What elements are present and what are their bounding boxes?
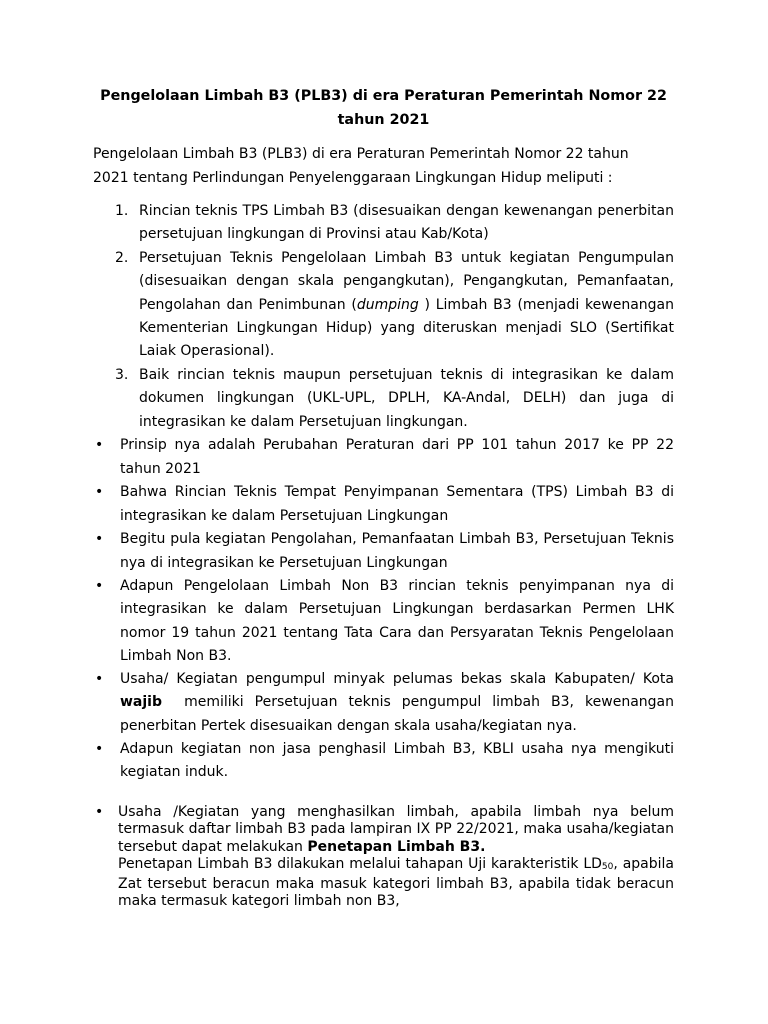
bullet-dot: • — [95, 531, 104, 547]
bullet-dot: • — [95, 578, 104, 594]
numbered-item-3 — [93, 364, 674, 434]
final-para-2-text: Penetapan Limbah B3 dilakukan melalui tahapan Uji karakteristik LD — [118, 855, 602, 872]
bullet-item-3 — [93, 528, 674, 575]
final-bullet-section — [93, 804, 674, 911]
bullet-item-2 — [93, 481, 674, 528]
item-text: Baik rincian teknis maupun persetujuan teknis di integrasikan ke dalam dokumen lingkungan (UKL-UPL, DPLH, KA-Andal, DELH) dan juga di integrasikan ke dalam Persetujuan lingkungan. — [139, 366, 674, 430]
bullet-item-5 — [93, 668, 679, 738]
item-text-after: ) Limbah B3 (menjadi kewenangan Kementerian Lingkungan Hidup) yang diteruskan menjadi SLO (Sertifikat Laiak Operasional). — [139, 296, 674, 360]
bullet-dot: • — [95, 741, 104, 758]
bullet-text: Adapun kegiatan non jasa penghasil Limbah B3, KBLI usaha nya mengikuti kegiatan induk. — [120, 741, 674, 781]
bullet-text-before: Usaha/ Kegiatan pengumpul minyak pelumas bekas skala Kabupaten/ Kota — [120, 671, 674, 688]
final-para-2-text-after: , apabila Zat tersebut beracun maka masuk kategori limbah B3, apabila tidak beracun maka termasuk kategori limbah non B3, — [118, 855, 674, 910]
document-title: Pengelolaan Limbah B3 (PLB3) di era Peraturan Pemerintah Nomor 22 tahun 2021 — [100, 88, 667, 128]
intro-line-2: 2021 tentang Perlindungan Penyelenggaraan Lingkungan Hidup meliputi : — [93, 170, 613, 186]
item-number: 3. — [115, 366, 129, 383]
numbered-list — [93, 200, 674, 434]
item-text-italic: dumping — [356, 296, 419, 313]
intro-paragraph — [93, 142, 674, 190]
bullet-dot: • — [95, 804, 104, 820]
bullet-item-4 — [93, 575, 674, 668]
final-para-2-subscript: 50 — [601, 861, 614, 872]
bullet-dot: • — [95, 671, 104, 688]
bullet-item-1 — [93, 434, 674, 481]
intro-line-1: Pengelolaan Limbah B3 (PLB3) di era Peraturan Pemerintah Nomor 22 tahun — [93, 146, 629, 162]
bullet-text: Bahwa Rincian Teknis Tempat Penyimpanan Sementara (TPS) Limbah B3 di integrasikan ke dalam Persetujuan Lingkungan — [120, 484, 674, 524]
final-para-1-text: Usaha /Kegiatan yang menghasilkan limbah, apabila limbah nya belum termasuk daftar limbah B3 pada lampiran IX PP 22/2021, maka usaha/kegiatan tersebut dapat melakukan — [118, 804, 674, 855]
bullet-text: Begitu pula kegiatan Pengolahan, Pemanfaatan Limbah B3, Persetujuan Teknis nya di integrasikan ke Persetujuan Lingkungan — [120, 531, 674, 571]
numbered-item-1 — [93, 200, 674, 247]
item-number: 2. — [115, 249, 129, 266]
item-text: Rincian teknis TPS Limbah B3 (disesuaikan dengan kewenangan penerbitan persetujuan lingkungan di Provinsi atau Kab/Kota) — [139, 203, 674, 243]
final-para-1 — [118, 804, 674, 856]
bullet-dot: • — [95, 437, 104, 453]
bullet-text: Prinsip nya adalah Perubahan Peraturan dari PP 101 tahun 2017 ke PP 22 tahun 2021 — [120, 437, 674, 477]
item-text-before: Persetujuan Teknis Pengelolaan Limbah B3 untuk kegiatan Pengumpulan (disesuaikan dengan skala pengangkutan), Pengangkutan, Pemanfaatan, Pengolahan dan Penimbunan ( — [139, 249, 674, 313]
bullet-dot: • — [95, 484, 104, 500]
final-para-1-bold: Penetapan Limbah B3. — [307, 838, 486, 855]
bullet-text-bold: wajib — [120, 694, 162, 711]
bullet-item-6 — [93, 738, 674, 785]
item-number: 1. — [115, 203, 129, 219]
numbered-item-2 — [93, 247, 674, 364]
bullet-text: Adapun Pengelolaan Limbah Non B3 rincian teknis penyimpanan nya di integrasikan ke dalam Persetujuan Lingkungan berdasarkan Permen LHK nomor 19 tahun 2021 tentang Tata Cara dan Persyaratan Teknis Pengelolaan Limbah Non B3. — [120, 578, 674, 664]
bullet-item-7 — [93, 804, 674, 911]
bullet-list — [93, 434, 679, 785]
bullet-text-after: memiliki Persetujuan teknis pengumpul limbah B3, kewenangan penerbitan Pertek disesuaikan dengan skala usaha/kegiatan nya. — [120, 694, 679, 734]
final-para-2 — [118, 856, 674, 911]
